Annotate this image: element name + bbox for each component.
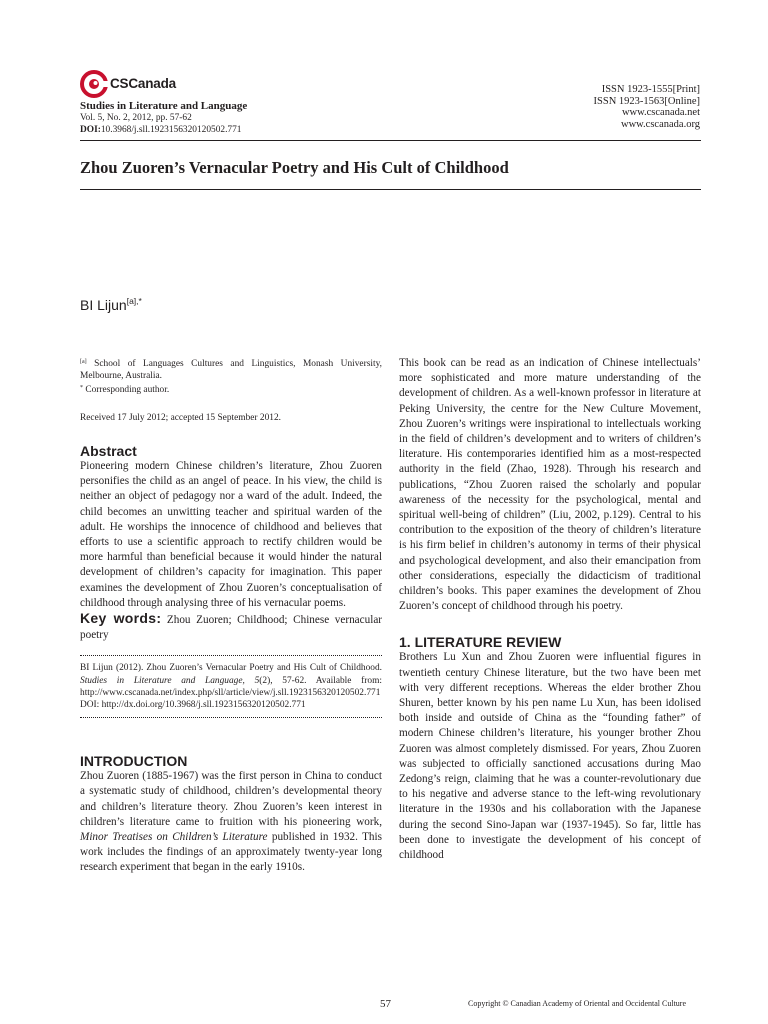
website-org[interactable]: www.cscanada.org <box>620 118 700 130</box>
article-title: Zhou Zuoren’s Vernacular Poetry and His Cult of Childhood <box>80 158 509 177</box>
introduction-text-post: published in 1932. This work includes the findings of an approximately twenty-year long research experiment that began in the early 1910s. <box>80 831 382 874</box>
work-title: Minor Treatises on Children’s Literature <box>80 831 268 844</box>
publisher-name: CSCanada <box>110 76 176 91</box>
introduction-text-pre: Zhou Zuoren (1885-1967) was the first person in China to conduct a systematic study of childhood, children’s developmental theory and children’s literature theory. Zhou Zuoren’s keen interest in children’s literature came to fruition with his pioneering work, <box>80 770 382 828</box>
journal-info <box>80 100 380 136</box>
doi-value: 10.3968/j.sll.1923156320120502.771 <box>100 124 242 135</box>
keywords-text: Zhou Zuoren; Childhood; Chinese vernacular poetry <box>80 614 383 642</box>
introduction-text <box>80 769 382 875</box>
citation-post[interactable]: (2), 57-62. Available from: http://www.cscanada.net/index.php/sll/article/view/j.sll.1923156320120502.771 DOI: http://dx.doi.org/10.3968/j.sll.1923156320120502.771 <box>80 675 383 711</box>
issue-line: Vol. 5, No. 2, 2012, pp. 57-62 <box>80 113 192 123</box>
doi-label: DOI: <box>80 124 101 135</box>
right-column <box>399 356 701 863</box>
abstract-text: Pioneering modern Chinese children’s literature, Zhou Zuoren personifies the child as an angel of peace. In his view, the child is neither an object of pedagogy nor a ward of the adult. Indeed, the child becomes an unwitting teacher and spiritual warden of the adult. He worships the innocence of childhood and believes that efforts to use a scientific approach to rectify children would be more harmful than beneficial because it would hinder the natural development of children’s capacity for imagination. This paper examines the development of Zhou Zuoren’s conceptualisation of childhood through analysing three of his vernacular poems. <box>80 460 382 609</box>
author-line <box>80 296 142 313</box>
left-column <box>80 356 382 876</box>
citation-rule-top <box>80 655 382 656</box>
affiliation-mark: [a] <box>80 359 87 365</box>
citation-block <box>80 662 382 711</box>
doi-line <box>80 125 380 137</box>
issn-online: ISSN 1923-1563[Online] <box>593 95 700 107</box>
author-marks: [a],* <box>126 296 142 306</box>
cscanada-logo-icon <box>80 70 108 98</box>
corresponding-text: Corresponding author. <box>83 385 170 395</box>
keywords <box>80 611 382 643</box>
introduction-heading: INTRODUCTION <box>80 753 188 770</box>
citation-pre: BI Lijun (2012). Zhou Zuoren’s Vernacular Poetry and His Cult of Childhood. <box>80 663 382 674</box>
literature-review-heading: 1. LITERATURE REVIEW <box>399 634 562 651</box>
publisher-logo <box>80 70 220 100</box>
literature-review-text: Brothers Lu Xun and Zhou Zuoren were influential figures in twentieth century Chinese literature, but the two have been met with very different receptions. Whereas the elder brother Zhou Shuren, better known by his pen name Lu Xun, has been idolised both inside and outside of China as the “founding father” of modern Chinese children’s literature, his younger brother Zhou Zuoren was almost completely dismissed. For years, Zhou Zuoren was subjected to officially sanctioned accusations during Mao Zedong’s reign, claiming that he was a counter-revolutionary due to his negative and adverse stance to the left-wing revolutionary literature in the 1930s and his collaboration with the Japanese during the second Sino-Japan war (1937-1945). So far, little has been done to investigate the development of his concept of childhood <box>399 651 701 862</box>
issn-print: ISSN 1923-1555[Print] <box>601 84 700 95</box>
citation-journal: Studies in Literature and Language, 5 <box>80 675 260 686</box>
header-rule-top <box>80 140 701 141</box>
copyright-line: Copyright © Canadian Academy of Oriental and Occidental Culture <box>468 999 687 1008</box>
corresponding-mark: * <box>80 385 83 391</box>
issn-info <box>440 84 700 130</box>
affiliation <box>80 356 382 396</box>
header-rule-bottom <box>80 189 701 190</box>
right-intro-text: This book can be read as an indication of Chinese intellectuals’ more sophisticated and more mature understanding of the development of children. As a well-known professor in literature at Peking University, the centre for the New Culture Movement, Zhou Zuoren’s writings were inspirational to intellectuals working in the field of children’s development and to writers of children’s literature. His contemporaries identified him as a most-respected authority in the field (Zhao, 1928). Through his research and publications, “Zhou Zuoren raised the scholarly and popular awareness of the necessity for the psychological, mental and spiritual well-being of children” (Liu, 2002, p.129). Central to his contribution to the exposition of the theory of children’s literature is his firm belief in children’s autonomy in terms of their physical and psychological development, and also their emancipation from other considerations, especially the didacticism of traditional children’s books. This paper examines the development of Zhou Zuoren’s concept of childhood through his poetry. <box>399 357 701 613</box>
journal-name: Studies in Literature and Language <box>80 100 248 112</box>
keywords-label: Key words: <box>80 610 162 627</box>
website-net[interactable]: www.cscanada.net <box>621 107 700 118</box>
received-dates: Received 17 July 2012; accepted 15 September 2012. <box>80 413 281 423</box>
author-name: BI Lijun <box>80 297 127 313</box>
affiliation-text: School of Languages Cultures and Linguistics, Monash University, Melbourne, Australia. <box>80 359 382 381</box>
citation-rule-bottom <box>80 717 382 718</box>
page-number: 57 <box>380 998 391 1010</box>
abstract-heading: Abstract <box>80 443 137 459</box>
